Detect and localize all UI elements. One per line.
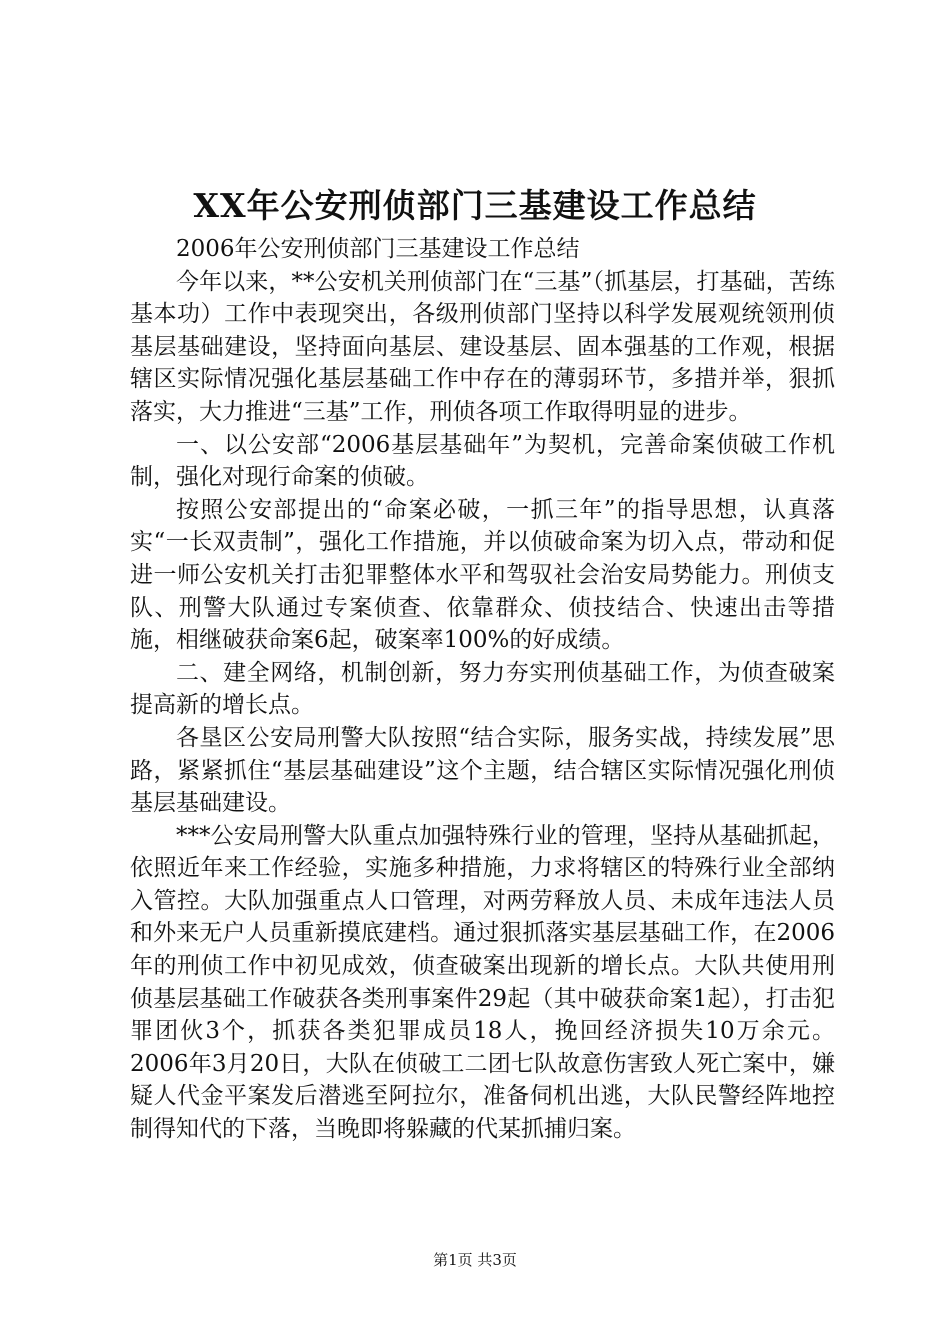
paragraph-heading-1: 一、以公安部“2006基层基础年”为契机，完善命案侦破工作机制，强化对现行命案的侦破。	[130, 431, 835, 491]
paragraph-reclamation: 各垦区公安局刑警大队按照“结合实际，服务实战，持续发展”思路，紧紧抓住“基层基础建设”这个主题，结合辖区实际情况强化刑侦基层基础建设。	[130, 724, 835, 817]
paragraph-subtitle: 2006年公安刑侦部门三基建设工作总结	[176, 236, 580, 262]
paragraph-heading-2: 二、建全网络，机制创新，努力夯实刑侦基础工作，为侦查破案提高新的增长点。	[130, 659, 835, 719]
document-body	[130, 233, 835, 1146]
page-number: 第1页 共3页	[433, 1251, 517, 1269]
document-title: XX年公安刑侦部门三基建设工作总结	[193, 186, 757, 225]
paragraph-intro: 今年以来，**公安机关刑侦部门在“三基”（抓基层，打基础，苦练基本功）工作中表现突出，各级刑侦部门坚持以科学发展观统领刑侦基层基础建设，坚持面向基层、建设基层、固本强基的工作观，根据辖区实际情况强化基层基础工作中存在的薄弱环节，多措并举，狠抓落实，大力推进“三基”工作，刑侦各项工作取得明显的进步。	[130, 268, 835, 425]
paragraph-homicide: 按照公安部提出的“命案必破，一抓三年”的指导思想，认真落实“一长双责制”，强化工作措施，并以侦破命案为切入点，带动和促进一师公安机关打击犯罪整体水平和驾驭社会治安局势能力。刑侦支队、刑警大队通过专案侦查、依靠群众、侦技结合、快速出击等措施，相继破获命案6起，破案率100%的好成绩。	[130, 496, 835, 654]
paragraph-brigade: ***公安局刑警大队重点加强特殊行业的管理，坚持从基础抓起，依照近年来工作经验，实施多种措施，力求将辖区的特殊行业全部纳入管控。大队加强重点人口管理，对两劳释放人员、未成年违法人员和外来无户人员重新摸底建档。通过狠抓落实基层基础工作，在2006年的刑侦工作中初见成效，侦查破案出现新的增长点。大队共使用刑侦基层基础工作破获各类刑事案件29起（其中破获命案1起），打击犯罪团伙3个，抓获各类犯罪成员18人，挽回经济损失10万余元。2006年3月20日，大队在侦破工二团七队故意伤害致人死亡案中，嫌疑人代金平案发后潜逃至阿拉尔，准备伺机出逃，大队民警经阵地控制得知代的下落，当晚即将躲藏的代某抓捕归案。	[130, 822, 835, 1143]
